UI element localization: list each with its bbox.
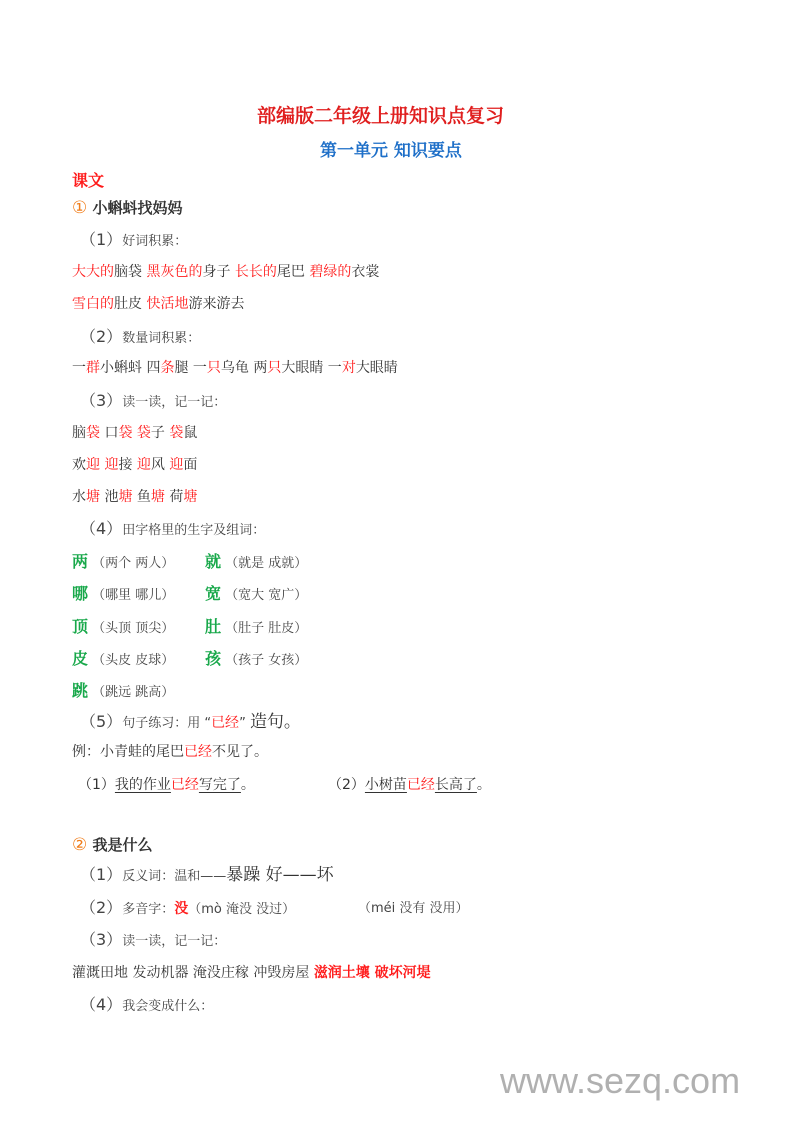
text-line [72, 423, 772, 447]
highlighted-text: 快活地 [146, 296, 189, 312]
text-segment: 子 [150, 425, 170, 441]
highlighted-text: 只 [206, 360, 221, 376]
text-segment: （哪里 哪儿） [88, 588, 175, 603]
text-segment: 读一读，记一记： [122, 934, 227, 949]
watermark: www.sezq.com [500, 1060, 741, 1101]
text-segment: （跳远 跳高） [88, 685, 175, 700]
text-segment: （2） [328, 777, 365, 793]
text-segment: （2） [80, 898, 123, 917]
text-segment: （mò 淹没 没过） [188, 902, 296, 917]
text-segment: （3） [80, 930, 123, 949]
text-segment: 反义词：温和—— [122, 869, 227, 884]
text-segment: 尾巴 [276, 264, 310, 280]
document-title: 部编版二年级上册知识点复习 [257, 105, 505, 127]
line-part [72, 262, 379, 282]
text-segment: 多音字： [122, 902, 175, 917]
text-segment: （头顶 顶尖） [88, 621, 175, 636]
text-segment: 造句。 [249, 712, 301, 732]
text-segment: 小蝌蚪 四 [100, 360, 161, 376]
line-part [80, 898, 295, 920]
text-segment: 水 [72, 489, 86, 505]
text-segment: 脑袋 [114, 264, 147, 280]
text-line [72, 584, 772, 608]
text-segment: 鱼 [132, 489, 151, 505]
text-segment: （1） [78, 777, 115, 793]
highlighted-text: 条 [160, 360, 175, 376]
text-segment: 暴躁 好——坏 [226, 865, 334, 885]
text-line [72, 294, 772, 318]
text-line [72, 455, 772, 479]
highlighted-text: 已经 [406, 777, 435, 793]
highlighted-text: 已经 [184, 744, 212, 760]
circled-number: ① [72, 198, 88, 218]
line-part [72, 681, 174, 703]
text-line [80, 327, 780, 351]
unit-subtitle: 第一单元 知识要点 [320, 141, 462, 161]
text-line [80, 930, 780, 954]
highlighted-text: 塘 [118, 489, 133, 505]
text-line [80, 995, 780, 1019]
line-part [72, 552, 174, 574]
text-segment: （孩子 女孩） [221, 653, 308, 668]
line-part [72, 617, 174, 639]
text-segment: 口 [100, 425, 119, 441]
highlighted-text: 迎 [169, 457, 184, 473]
text-segment: 腿 一 [174, 360, 207, 376]
text-segment: 例：小青蛙的尾巴 [72, 744, 184, 760]
line-part [205, 552, 307, 574]
text-line [72, 742, 772, 766]
text-line [72, 649, 772, 673]
text-segment: 游来游去 [188, 296, 245, 312]
vocab-character: 就 [205, 552, 222, 571]
highlighted-text: 迎 [104, 457, 119, 473]
text-segment: （2） [80, 327, 123, 346]
text-segment: ” [239, 716, 250, 731]
text-segment: 乌龟 两 [220, 360, 268, 376]
text-segment: （3） [80, 391, 123, 410]
highlighted-text: 袋 [136, 425, 151, 441]
text-segment: （两个 两人） [88, 556, 175, 571]
line-part [72, 835, 152, 855]
line-part [205, 649, 307, 671]
highlighted-text: 塘 [86, 489, 100, 505]
highlighted-text: 塘 [150, 489, 165, 505]
text-line [80, 519, 780, 543]
text-segment: 欢 [72, 457, 86, 473]
highlighted-text: 滋润土壤 破坏河堤 [313, 965, 431, 981]
highlighted-text: 已经 [170, 777, 199, 793]
text-segment: 脑 [72, 425, 86, 441]
line-part [80, 391, 226, 413]
text-segment: 接 [118, 457, 137, 473]
vocab-character: 顶 [72, 617, 89, 636]
text-segment: 大眼睛 [355, 360, 398, 376]
text-line [78, 775, 778, 799]
text-line [80, 391, 780, 415]
text-segment: 数量词积累： [122, 331, 201, 346]
text-segment: 读一读，记一记： [122, 395, 227, 410]
text-line [72, 617, 772, 641]
vocab-character: 跳 [72, 681, 89, 700]
text-segment: 小蝌蚪找妈妈 [87, 199, 183, 217]
line-part [72, 742, 268, 762]
highlighted-text: 迎 [136, 457, 151, 473]
line-part [80, 930, 226, 952]
text-line [80, 865, 780, 889]
lesson-heading [72, 835, 772, 859]
line-part [80, 995, 213, 1017]
highlighted-text: 已经 [211, 715, 240, 731]
text-segment: 荷 [164, 489, 184, 505]
highlighted-text: 长长的 [234, 264, 277, 280]
line-part [72, 358, 398, 378]
text-segment: 肚皮 [114, 296, 147, 312]
vocab-character: 皮 [72, 649, 89, 668]
highlighted-text: 碧绿的 [309, 264, 352, 280]
vocab-character: 宽 [205, 584, 222, 603]
text-segment: 。 [240, 777, 255, 793]
line-part [72, 423, 197, 443]
text-segment: 一 [72, 360, 86, 376]
text-line [80, 898, 780, 922]
line-part [358, 898, 469, 919]
text-line [72, 487, 772, 511]
line-part [328, 775, 491, 795]
text-segment: 不见了。 [212, 744, 268, 760]
line-part [78, 775, 255, 795]
highlighted-text: 袋 [86, 425, 100, 441]
highlighted-text: 袋 [118, 425, 133, 441]
line-part [205, 584, 307, 606]
text-segment: 大眼睛 一 [281, 360, 342, 376]
text-segment: 池 [100, 489, 119, 505]
text-segment: 鼠 [183, 425, 198, 441]
highlighted-text: 塘 [183, 489, 198, 505]
vocab-character: 两 [72, 552, 89, 571]
highlighted-text: 群 [86, 360, 100, 376]
text-segment: 写完了 [198, 777, 241, 793]
vocab-character: 肚 [205, 617, 222, 636]
text-line [72, 681, 772, 705]
line-part [80, 230, 187, 252]
section-heading: 课文 [72, 171, 105, 190]
text-segment: （头皮 皮球） [88, 653, 175, 668]
text-line [80, 712, 780, 736]
line-part [72, 487, 197, 507]
text-segment: 衣裳 [351, 264, 380, 280]
line-part [80, 519, 265, 541]
text-segment: 好词积累： [122, 234, 188, 249]
lesson-heading [72, 198, 772, 222]
line-part [72, 294, 244, 314]
vocab-character: 哪 [72, 584, 89, 603]
text-segment: （4） [80, 519, 123, 538]
text-segment: （肚子 肚皮） [221, 621, 308, 636]
highlighted-text: 雪白的 [72, 296, 114, 312]
text-segment: 。 [476, 777, 491, 793]
text-line [72, 963, 772, 987]
text-segment: 我是什么 [87, 836, 153, 854]
line-part [80, 712, 301, 734]
text-line [72, 552, 772, 576]
text-segment: （5） [80, 712, 123, 731]
highlighted-text: 袋 [169, 425, 184, 441]
text-segment: 我会变成什么： [122, 999, 214, 1014]
highlighted-text: 对 [341, 360, 356, 376]
highlighted-text: 黑灰色的 [146, 264, 203, 280]
vocab-character: 孩 [205, 649, 222, 668]
line-part [72, 963, 431, 983]
highlighted-text: 大大的 [72, 264, 114, 280]
text-segment: （4） [80, 995, 123, 1014]
line-part [80, 865, 334, 887]
text-segment: 我的作业 [114, 777, 171, 793]
line-part [72, 649, 174, 671]
text-segment: 身子 [202, 264, 235, 280]
text-segment: （就是 成就） [221, 556, 308, 571]
text-segment: 灌溉田地 发动机器 淹没庄稼 冲毁房屋 [72, 965, 314, 981]
text-segment: （méi 没有 没用） [358, 901, 469, 916]
text-segment: （1） [80, 230, 123, 249]
text-segment: 田字格里的生字及组词： [122, 523, 266, 538]
line-part [72, 198, 182, 218]
highlighted-text: 只 [267, 360, 282, 376]
line-part [72, 584, 174, 606]
text-line [72, 262, 772, 286]
text-segment: 长高了 [434, 777, 477, 793]
text-line [72, 358, 772, 382]
highlighted-text: 没 [174, 901, 189, 917]
line-part [205, 617, 307, 639]
text-segment: 小树苗 [364, 777, 407, 793]
text-segment: （宽大 宽广） [221, 588, 308, 603]
text-segment: 句子练习：用 “ [122, 716, 212, 731]
text-line [80, 230, 780, 254]
text-segment: 面 [183, 457, 198, 473]
line-part [72, 455, 197, 475]
line-part [80, 327, 200, 349]
text-segment: （1） [80, 865, 123, 884]
text-segment: 风 [150, 457, 170, 473]
circled-number: ② [72, 835, 88, 855]
highlighted-text: 迎 [86, 457, 100, 473]
